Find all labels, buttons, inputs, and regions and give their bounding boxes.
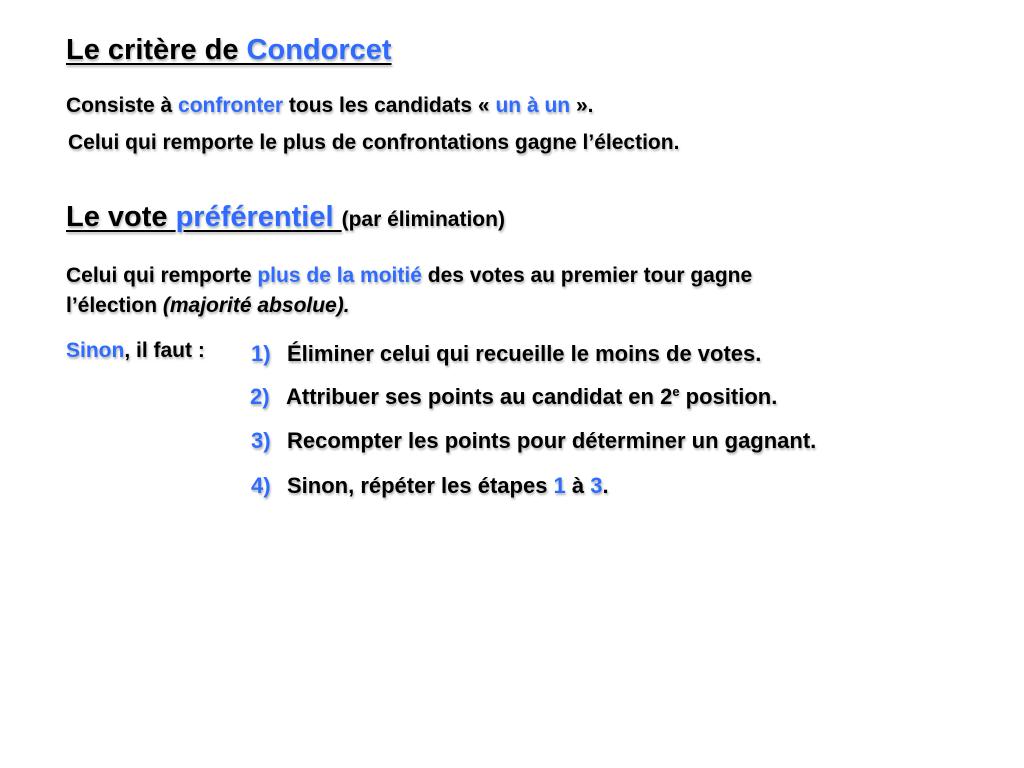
- step-number: 3): [251, 428, 271, 453]
- step-text: Sinon, répéter les étapes: [287, 473, 554, 498]
- step-3: [251, 428, 816, 454]
- step-4: [251, 473, 609, 499]
- step-number: 2): [250, 384, 270, 409]
- step-1: [251, 341, 761, 367]
- preferentiel-title-highlight: préférentiel: [175, 201, 334, 233]
- step-superscript: e: [672, 384, 680, 399]
- sinon-word: Sinon: [66, 339, 125, 362]
- step-number: 4): [251, 473, 271, 498]
- condorcet-line-2: Celui qui remporte le plus de confrontations gagne l’élection.: [68, 131, 680, 154]
- preferentiel-title-prefix: Le vote: [66, 201, 176, 233]
- step-ref-3: 3: [590, 473, 603, 498]
- step-text: Éliminer celui qui recueille le moins de votes.: [287, 341, 762, 366]
- sinon-label: [66, 339, 205, 363]
- step-2: [250, 384, 777, 410]
- step-text: Attribuer ses points au candidat en 2: [286, 384, 673, 409]
- step-text: .: [602, 473, 609, 498]
- sinon-rest: , il faut :: [124, 339, 205, 362]
- highlight-un-a-un: un à un: [495, 94, 571, 117]
- text-segment: tous les candidats «: [283, 94, 496, 117]
- step-text: à: [565, 473, 591, 498]
- step-text: position.: [679, 384, 778, 409]
- step-ref-1: 1: [553, 473, 566, 498]
- highlight-plus-de-la-moitie: plus de la moitié: [257, 264, 422, 287]
- text-segment: Consiste à: [66, 94, 179, 117]
- preferentiel-title: [66, 201, 505, 234]
- condorcet-title: [66, 34, 392, 67]
- step-number: 1): [251, 341, 271, 366]
- condorcet-title-highlight: Condorcet: [246, 34, 392, 66]
- preferentiel-title-suffix: (par élimination): [341, 208, 505, 231]
- highlight-confronter: confronter: [178, 94, 284, 117]
- condorcet-title-prefix: Le critère de: [66, 34, 247, 66]
- text-segment: ».: [570, 94, 594, 117]
- preferentiel-para-line-2: [66, 294, 350, 318]
- majorite-absolue: (majorité absolue).: [162, 294, 350, 317]
- preferentiel-para-line-1: [66, 264, 752, 288]
- text-segment: l’élection: [66, 294, 163, 317]
- step-text: Recompter les points pour déterminer un gagnant.: [287, 428, 817, 453]
- text-segment: Celui qui remporte: [66, 264, 258, 287]
- condorcet-line-1: [66, 94, 593, 118]
- text-segment: des votes au premier tour gagne: [421, 264, 753, 287]
